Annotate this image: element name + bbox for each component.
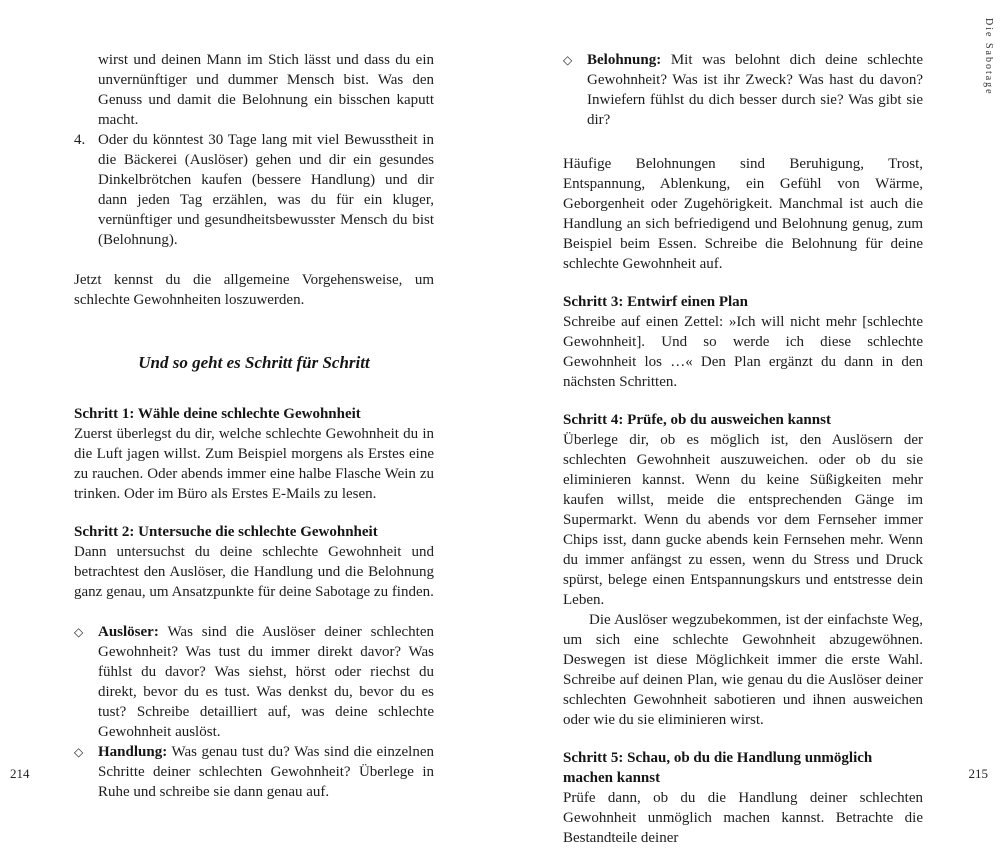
bullet-ausloeser — [74, 622, 434, 742]
page-right — [563, 50, 923, 848]
list-item-continuation — [74, 50, 434, 130]
section-heading: Und so geht es Schritt für Schritt — [138, 353, 370, 372]
bullet-body-text: Mit was belohnt dich deine schlechte Gewohnheit? Was ist ihr Zweck? Was hast du davon? Inwiefern fühlst du dich besser durch sie? Was gibt sie dir? — [587, 52, 924, 128]
paragraph-intro: Jetzt kennst du die allgemeine Vorgehensweise, um schlechte Gewohnheiten loszuwerden. — [74, 272, 434, 308]
step4-heading: Schritt 4: Prüfe, ob du ausweichen kannst — [563, 412, 831, 428]
paragraph-rewards: Häufige Belohnungen sind Beruhigung, Trost, Entspannung, Ablenkung, ein Gefühl von Wärme, Geborgenheit oder Zugehörigkeit. Manchmal ist auch die Handlung an sich befriedigend und Belohnung genug, zum Beispiel beim Essen. Schreibe die Belohnung für deine schlechte Gewohnheit auf. — [563, 156, 923, 272]
bullet-text — [98, 742, 434, 802]
list-item-4 — [74, 130, 434, 250]
bullet-text — [587, 50, 923, 130]
bullet-body-text: Was genau tust du? Was sind die einzelnen Schritte deiner schlechten Gewohnheit? Überlege in Ruhe und schreibe sie dann genau auf. — [98, 744, 434, 800]
list-item-number: 4. — [74, 132, 86, 148]
step1-paragraph: Zuerst überlegst du dir, welche schlechte Gewohnheit du in die Luft jagen willst. Zum Beispiel morgens als Erstes eine zu rauchen. Oder abends immer eine halbe Flasche Wein zu trinken. Oder im Büro als Erstes E-Mails zu lesen. — [74, 426, 434, 502]
bullet-handlung — [74, 742, 434, 802]
step4-paragraph-continued: Die Auslöser wegzubekommen, ist der einfachste Weg, um sich eine schlechte Gewohnheit abzugewöhnen. Deswegen ist diese Möglichkeit immer die erste Wahl. Schreibe auf deinen Plan, wie genau du die Auslöser deiner schlechten Gewohnheit sabotieren und ihnen ausweichen oder wie du sie eliminieren wirst. — [563, 612, 923, 728]
bullet-belohnung — [563, 50, 923, 130]
diamond-bullet-icon: ◇ — [74, 745, 84, 759]
bullet-label: Belohnung: — [587, 52, 662, 68]
diamond-bullet-icon: ◇ — [563, 53, 573, 67]
step1-heading: Schritt 1: Wähle deine schlechte Gewohnheit — [74, 406, 361, 422]
page-number-right: 215 — [968, 766, 988, 781]
list-item-text: Oder du könntest 30 Tage lang mit viel Bewusstheit in die Bäckerei (Auslöser) gehen und dir ein gesundes Dinkelbrötchen kaufen (bessere Handlung) und dir dann jeden Tag erzählen, was du für ein kluger, vernünftiger und gesundheitsbewusster Mensch du bist (Belohnung). — [98, 132, 434, 248]
bullet-label: Auslöser: — [98, 624, 159, 640]
bullet-label: Handlung: — [98, 744, 168, 760]
step3-paragraph: Schreibe auf einen Zettel: »Ich will nicht mehr [schlechte Gewohnheit]. Und so werde ich diese schlechte Gewohnheit los …« Den Plan ergänzt du dann in den nächsten Schritten. — [563, 314, 923, 390]
step3-heading: Schritt 3: Entwirf einen Plan — [563, 294, 748, 310]
step2-paragraph: Dann untersuchst du deine schlechte Gewohnheit und betrachtest den Auslöser, die Handlung und die Belohnung ganz genau, um Ansatzpunkte für deine Sabotage zu finden. — [74, 544, 434, 600]
step5-paragraph: Prüfe dann, ob du die Handlung deiner schlechten Gewohnheit unmöglich machen kannst. Betrachte die Bestandteile deiner — [563, 790, 923, 846]
bullet-list — [74, 622, 434, 802]
step2-heading: Schritt 2: Untersuche die schlechte Gewohnheit — [74, 524, 378, 540]
step4-paragraph: Überlege dir, ob es möglich ist, den Auslösern der schlechten Gewohnheit auszuweichen. oder ob du sie eliminieren kannst. Wenn du keine Süßigkeiten mehr kaufen willst, meide die entsprechenden Gänge im Supermarkt. Wenn du abends vor dem Fernseher immer Chips isst, dann gucke abends kein Fernsehen mehr. Wenn du immer anfängst zu essen, wenn du Stress und Druck spürst, belege einen Entspannungskurs und entstresse dein Leben. — [563, 432, 923, 608]
bullet-body-text: Was sind die Auslöser deiner schlechten Gewohnheit? Was tust du immer direkt davor? Was fühlst du davor? Was siehst, hörst oder riechst du direkt, bevor du es tust. Was denkst du, bevor du es tust? Schreibe detailliert auf, was deine schlechte Gewohnheit auslöst. — [98, 624, 434, 740]
list-item-text: wirst und deinen Mann im Stich lässt und dass du ein unvernünftiger und dummer Mensch bist. Was den Genuss und damit die Belohnung ein bisschen kaputt macht. — [98, 52, 434, 128]
page-left — [74, 50, 434, 802]
bullet-text — [98, 622, 434, 742]
page-number-left: 214 — [10, 766, 30, 781]
running-header: Die Sabotage — [983, 18, 994, 96]
diamond-bullet-icon: ◇ — [74, 625, 84, 639]
step5-heading: Schritt 5: Schau, ob du die Handlung unmöglich machen kannst — [563, 750, 873, 786]
